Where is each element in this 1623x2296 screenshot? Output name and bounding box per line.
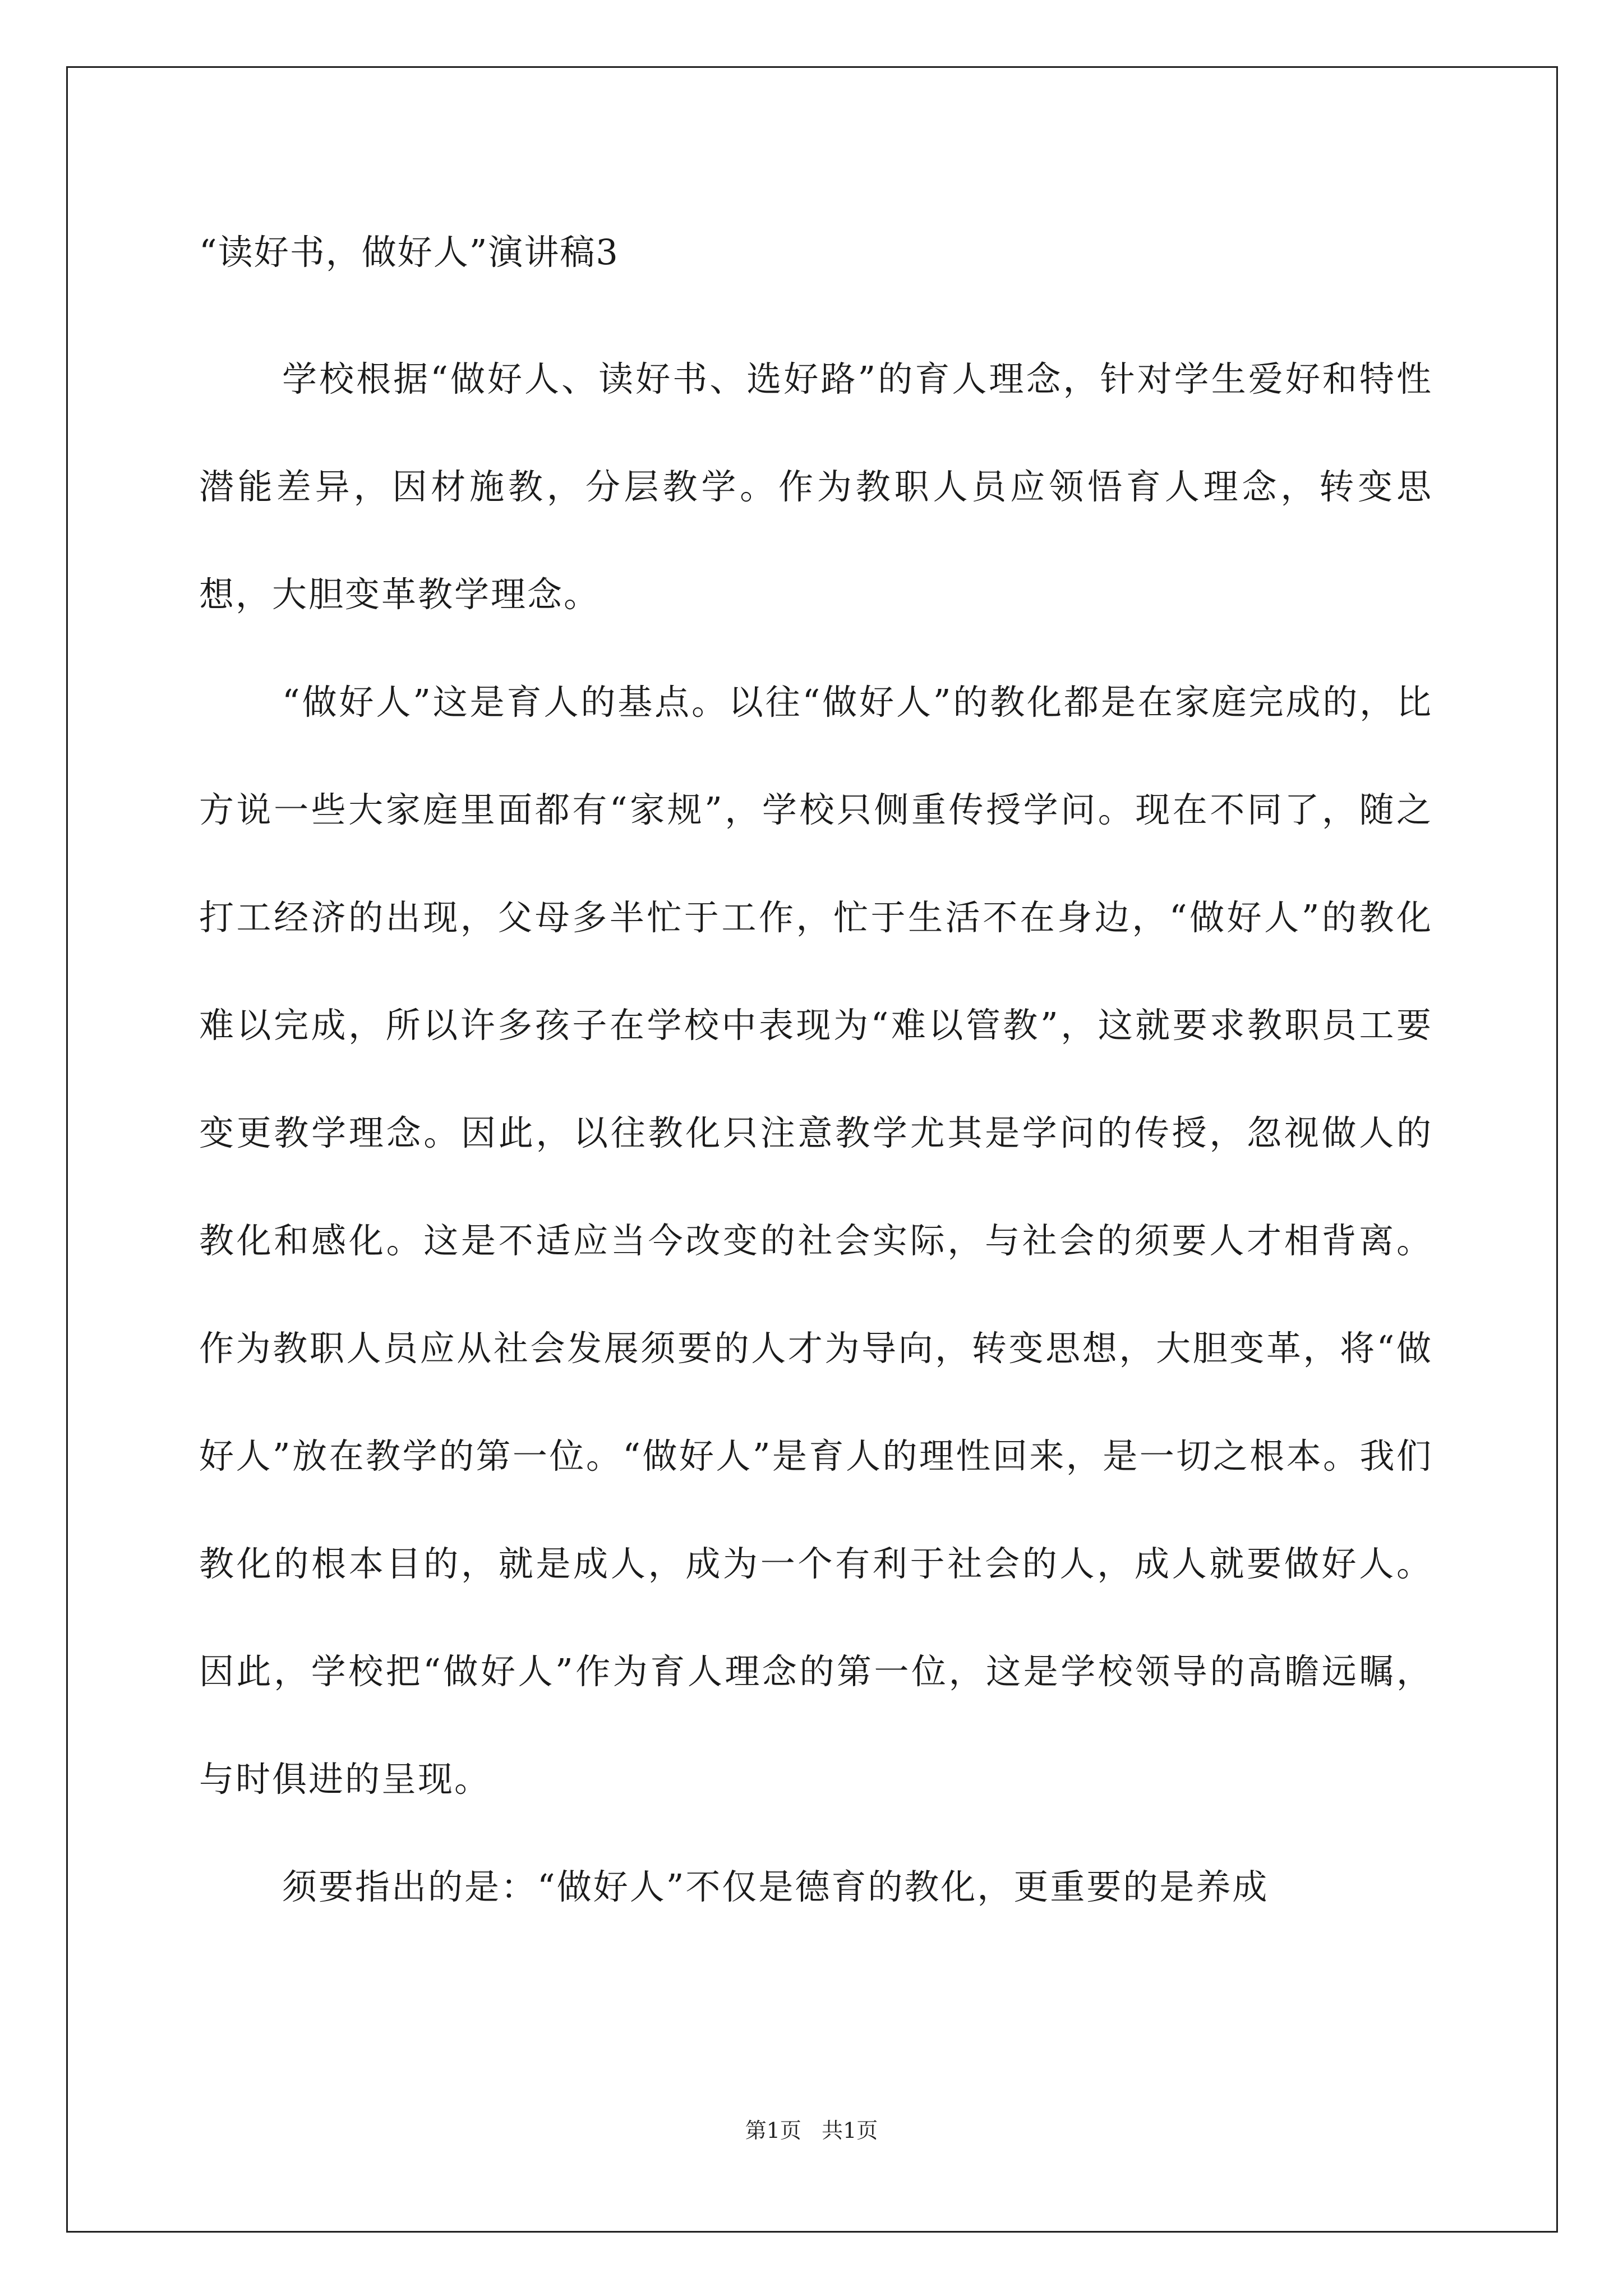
page-number-total: 共1页: [822, 2118, 878, 2143]
footer-spacer: [801, 2118, 822, 2143]
page-footer: [0, 2114, 1623, 2147]
paragraph-3: 须要指出的是：“做好人”不仅是德育的教化，更重要的是养成: [282, 1866, 1269, 1907]
paragraph-2: “做好人”这是育人的基点。以往“做好人”的教化都是在家庭完成的，比方说一些大家庭里面都有“家规”，学校只侧重传授学问。现在不同了，随之打工经济的出现，父母多半忙于工作，忙于生活不在身边，“做好人”的教化难以完成，所以许多孩子在学校中表现为“难以管教”，这就要求教职员工要变更教学理念。因此，以往教化只注意教学尤其是学问的传授，忽视做人的教化和感化。这是不适应当今改变的社会实际，与社会的须要人才相背离。作为教职人员应从社会发展须要的人才为导向，转变思想，大胆变革，将“做好人”放在教学的第一位。“做好人”是育人的理性回来，是一切之根本。我们教化的根本目的，就是成人，成为一个有利于社会的人，成人就要做好人。因此，学校把“做好人”作为育人理念的第一位，这是学校领导的高瞻远瞩，与时俱进的呈现。: [199, 682, 1433, 1800]
paragraph-1: 学校根据“做好人、读好书、选好路”的育人理念，针对学生爱好和特性潜能差异，因材施教，分层教学。作为教职人员应领悟育人理念，转变思想，大胆变革教学理念。: [199, 358, 1433, 615]
document-title: “读好书，做好人”演讲稿3: [199, 232, 619, 273]
document-body: [199, 222, 1433, 1941]
page-number-current: 第1页: [745, 2118, 801, 2143]
